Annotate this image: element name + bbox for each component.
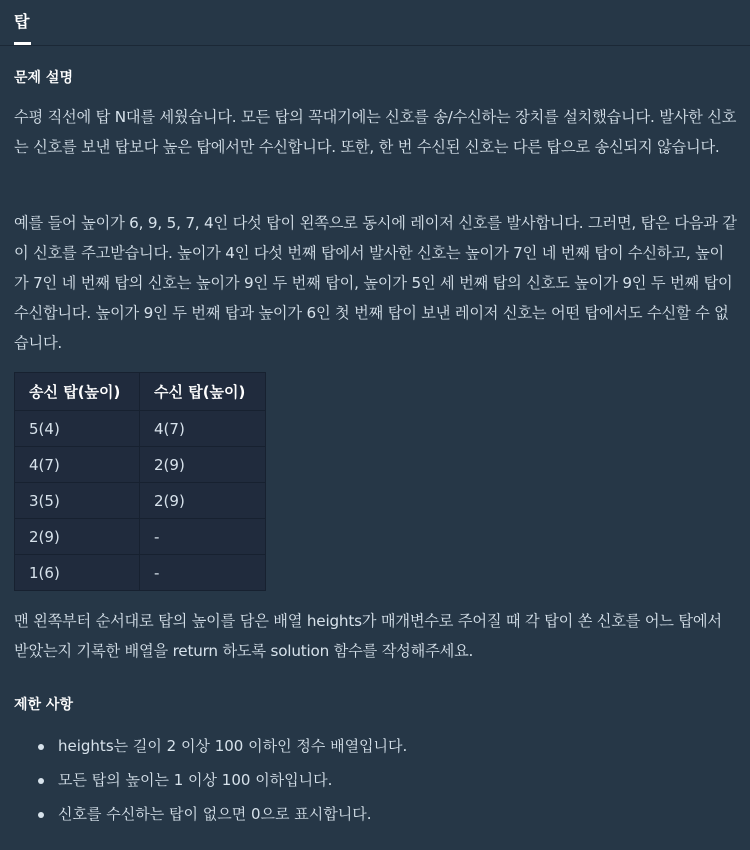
table-cell: 2(9) bbox=[140, 483, 266, 519]
example-table bbox=[14, 372, 266, 591]
table-cell: 2(9) bbox=[140, 447, 266, 483]
table-row bbox=[15, 447, 266, 483]
example-paragraph: 예를 들어 높이가 6, 9, 5, 7, 4인 다섯 탑이 왼쪽으로 동시에 레이저 신호를 발사합니다. 그러면, 탑은 다음과 같이 신호를 주고받습니다. 높이가 4인 다섯 번째 탑에서 발사한 신호는 높이가 7인 네 번째 탑이 수신하고, 높이가 7인 네 번째 탑의 신호는 높이가 9인 두 번째 탑이, 높이가 5인 세 번째 탑의 신호도 높이가 9인 두 번째 탑이 수신합니다. 높이가 9인 두 번째 탑과 높이가 6인 첫 번째 탑이 보낸 레이저 신호는 어떤 탑에서도 수신할 수 없습니다. bbox=[14, 214, 737, 352]
bullet-icon bbox=[38, 812, 44, 818]
table-cell: 4(7) bbox=[140, 411, 266, 447]
task-paragraph: 맨 왼쪽부터 순서대로 탑의 높이를 담은 배열 heights가 매개변수로 주어질 때 각 탑이 쏜 신호를 어느 탑에서 받았는지 기록한 배열을 return 하도록 solution 함수를 작성해주세요. bbox=[14, 612, 722, 660]
table-cell: 3(5) bbox=[15, 483, 140, 519]
list-item-text: 신호를 수신하는 탑이 없으면 0으로 표시합니다. bbox=[58, 805, 372, 823]
tab-active-indicator bbox=[14, 42, 31, 45]
table-cell: 4(7) bbox=[15, 447, 140, 483]
description-paragraph: 수평 직선에 탑 N대를 세웠습니다. 모든 탑의 꼭대기에는 신호를 송/수신하는 장치를 설치했습니다. 발사한 신호는 신호를 보낸 탑보다 높은 탑에서만 수신합니다. 또한, 한 번 수신된 신호는 다른 탑으로 송신되지 않습니다. bbox=[14, 108, 737, 156]
table-cell: - bbox=[140, 555, 266, 591]
table-row bbox=[15, 411, 266, 447]
bullet-icon bbox=[38, 778, 44, 784]
table-header-row bbox=[15, 373, 266, 411]
list-item bbox=[38, 731, 728, 765]
list-item bbox=[38, 765, 728, 799]
table-cell: - bbox=[140, 519, 266, 555]
list-item bbox=[38, 799, 728, 833]
tab-problem[interactable]: 탑 bbox=[14, 12, 30, 31]
table-row bbox=[15, 483, 266, 519]
list-item-text: heights는 길이 2 이상 100 이하인 정수 배열입니다. bbox=[58, 737, 408, 755]
table-header-sender: 송신 탑(높이) bbox=[15, 373, 140, 411]
limits-heading: 제한 사항 bbox=[14, 697, 73, 713]
bullet-icon bbox=[38, 744, 44, 750]
table-header-receiver: 수신 탑(높이) bbox=[140, 373, 266, 411]
problem-heading: 문제 설명 bbox=[14, 70, 73, 86]
table-cell: 1(6) bbox=[15, 555, 140, 591]
list-item-text: 모든 탑의 높이는 1 이상 100 이하입니다. bbox=[58, 771, 333, 789]
table-row bbox=[15, 555, 266, 591]
tab-bar bbox=[0, 0, 750, 46]
table-cell: 2(9) bbox=[15, 519, 140, 555]
limits-list bbox=[38, 731, 728, 833]
table-cell: 5(4) bbox=[15, 411, 140, 447]
table-row bbox=[15, 519, 266, 555]
